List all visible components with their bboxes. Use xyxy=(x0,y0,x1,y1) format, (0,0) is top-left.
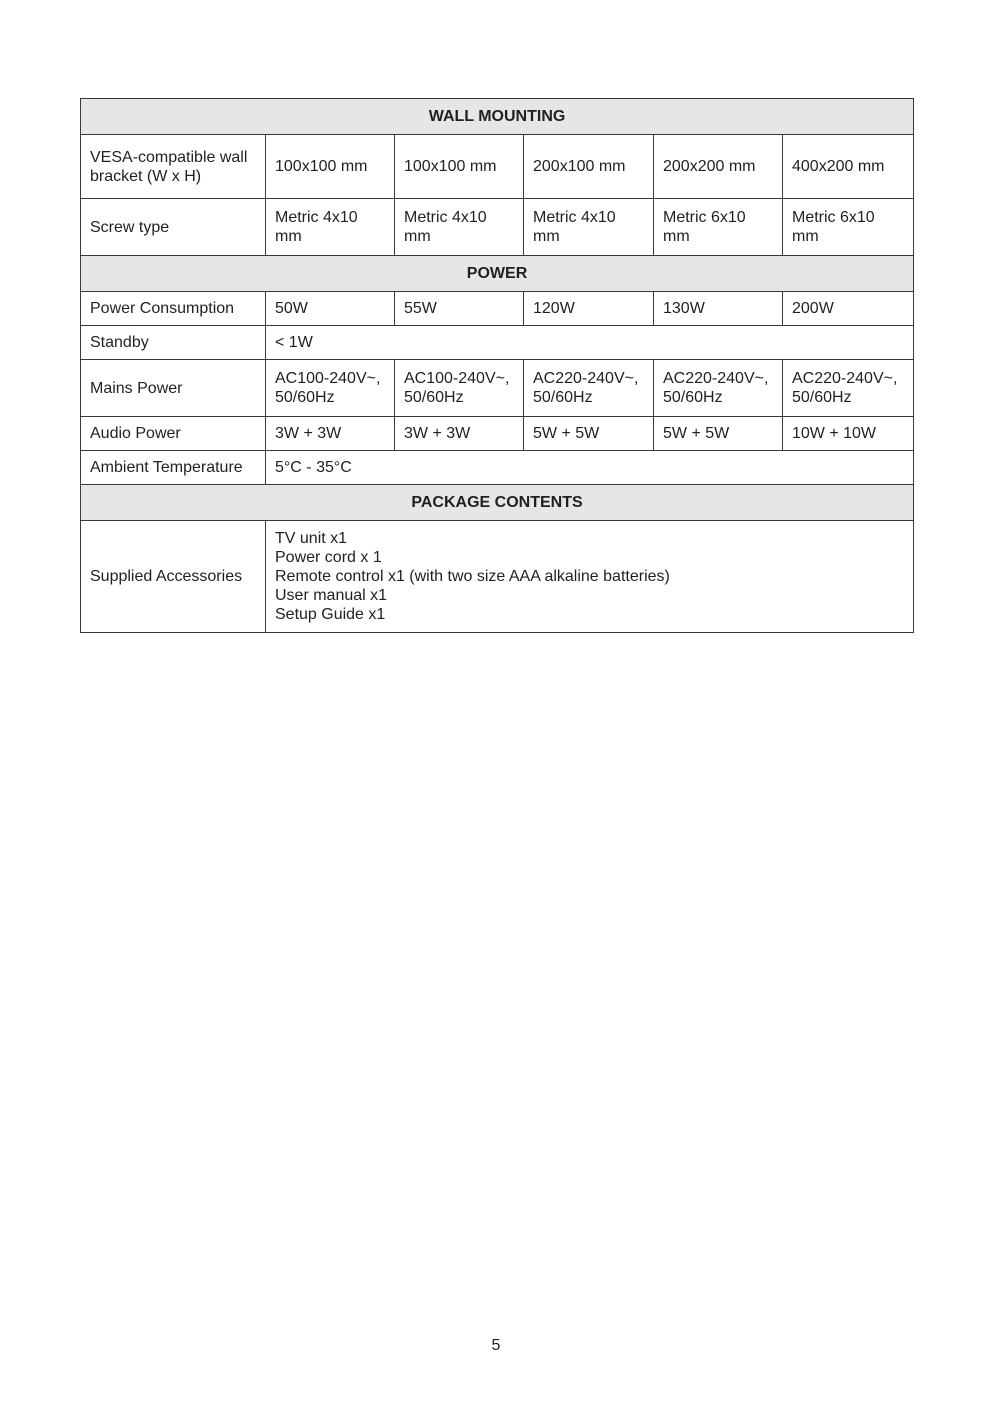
table-cell: 3W + 3W xyxy=(266,417,395,451)
table-row xyxy=(81,360,914,417)
row-label: Mains Power xyxy=(81,360,266,417)
list-item: Remote control x1 (with two size AAA alkaline batteries) xyxy=(275,568,670,585)
table-row xyxy=(81,521,914,633)
table-row xyxy=(81,292,914,326)
package-items-cell xyxy=(266,521,914,633)
table-cell: Metric 6x10 mm xyxy=(783,199,914,256)
section-title-power: POWER xyxy=(81,256,914,292)
table-cell: 200W xyxy=(783,292,914,326)
table-cell: 5°C - 35°C xyxy=(266,451,914,485)
table-cell: AC220-240V~, 50/60Hz xyxy=(654,360,783,417)
list-item: Setup Guide x1 xyxy=(275,606,386,623)
table-cell: AC100-240V~, 50/60Hz xyxy=(266,360,395,417)
table-cell: AC220-240V~, 50/60Hz xyxy=(783,360,914,417)
table-cell: Metric 4x10 mm xyxy=(266,199,395,256)
table-cell: 200x100 mm xyxy=(524,135,654,199)
table-row xyxy=(81,199,914,256)
table-cell: AC220-240V~, 50/60Hz xyxy=(524,360,654,417)
section-title-package-contents: PACKAGE CONTENTS xyxy=(81,485,914,521)
table-row xyxy=(81,417,914,451)
table-cell: 100x100 mm xyxy=(266,135,395,199)
list-item: TV unit x1 xyxy=(275,530,348,547)
table-cell: 130W xyxy=(654,292,783,326)
page-number: 5 xyxy=(491,1337,501,1354)
table-cell: < 1W xyxy=(266,326,914,360)
table-row xyxy=(81,135,914,199)
specifications-table xyxy=(80,98,914,633)
table-cell: 5W + 5W xyxy=(654,417,783,451)
table-cell: Metric 4x10 mm xyxy=(395,199,524,256)
table-cell: Metric 4x10 mm xyxy=(524,199,654,256)
table-cell: 400x200 mm xyxy=(783,135,914,199)
section-header-row xyxy=(81,256,914,292)
table-cell: 55W xyxy=(395,292,524,326)
table-row xyxy=(81,451,914,485)
row-label: Supplied Accessories xyxy=(81,521,266,633)
row-label: VESA-compatible wall bracket (W x H) xyxy=(81,135,266,199)
table-cell: AC100-240V~, 50/60Hz xyxy=(395,360,524,417)
table-row xyxy=(81,326,914,360)
table-cell: 50W xyxy=(266,292,395,326)
list-item: User manual x1 xyxy=(275,587,388,604)
table-cell: Metric 6x10 mm xyxy=(654,199,783,256)
section-header-row xyxy=(81,99,914,135)
row-label: Ambient Temperature xyxy=(81,451,266,485)
section-header-row xyxy=(81,485,914,521)
section-title-wall-mounting: WALL MOUNTING xyxy=(81,99,914,135)
row-label: Power Consumption xyxy=(81,292,266,326)
table-cell: 200x200 mm xyxy=(654,135,783,199)
row-label: Standby xyxy=(81,326,266,360)
table-cell: 100x100 mm xyxy=(395,135,524,199)
table-cell: 10W + 10W xyxy=(783,417,914,451)
table-cell: 3W + 3W xyxy=(395,417,524,451)
table-cell: 120W xyxy=(524,292,654,326)
list-item: Power cord x 1 xyxy=(275,549,382,566)
row-label: Audio Power xyxy=(81,417,266,451)
table-cell: 5W + 5W xyxy=(524,417,654,451)
row-label: Screw type xyxy=(81,199,266,256)
